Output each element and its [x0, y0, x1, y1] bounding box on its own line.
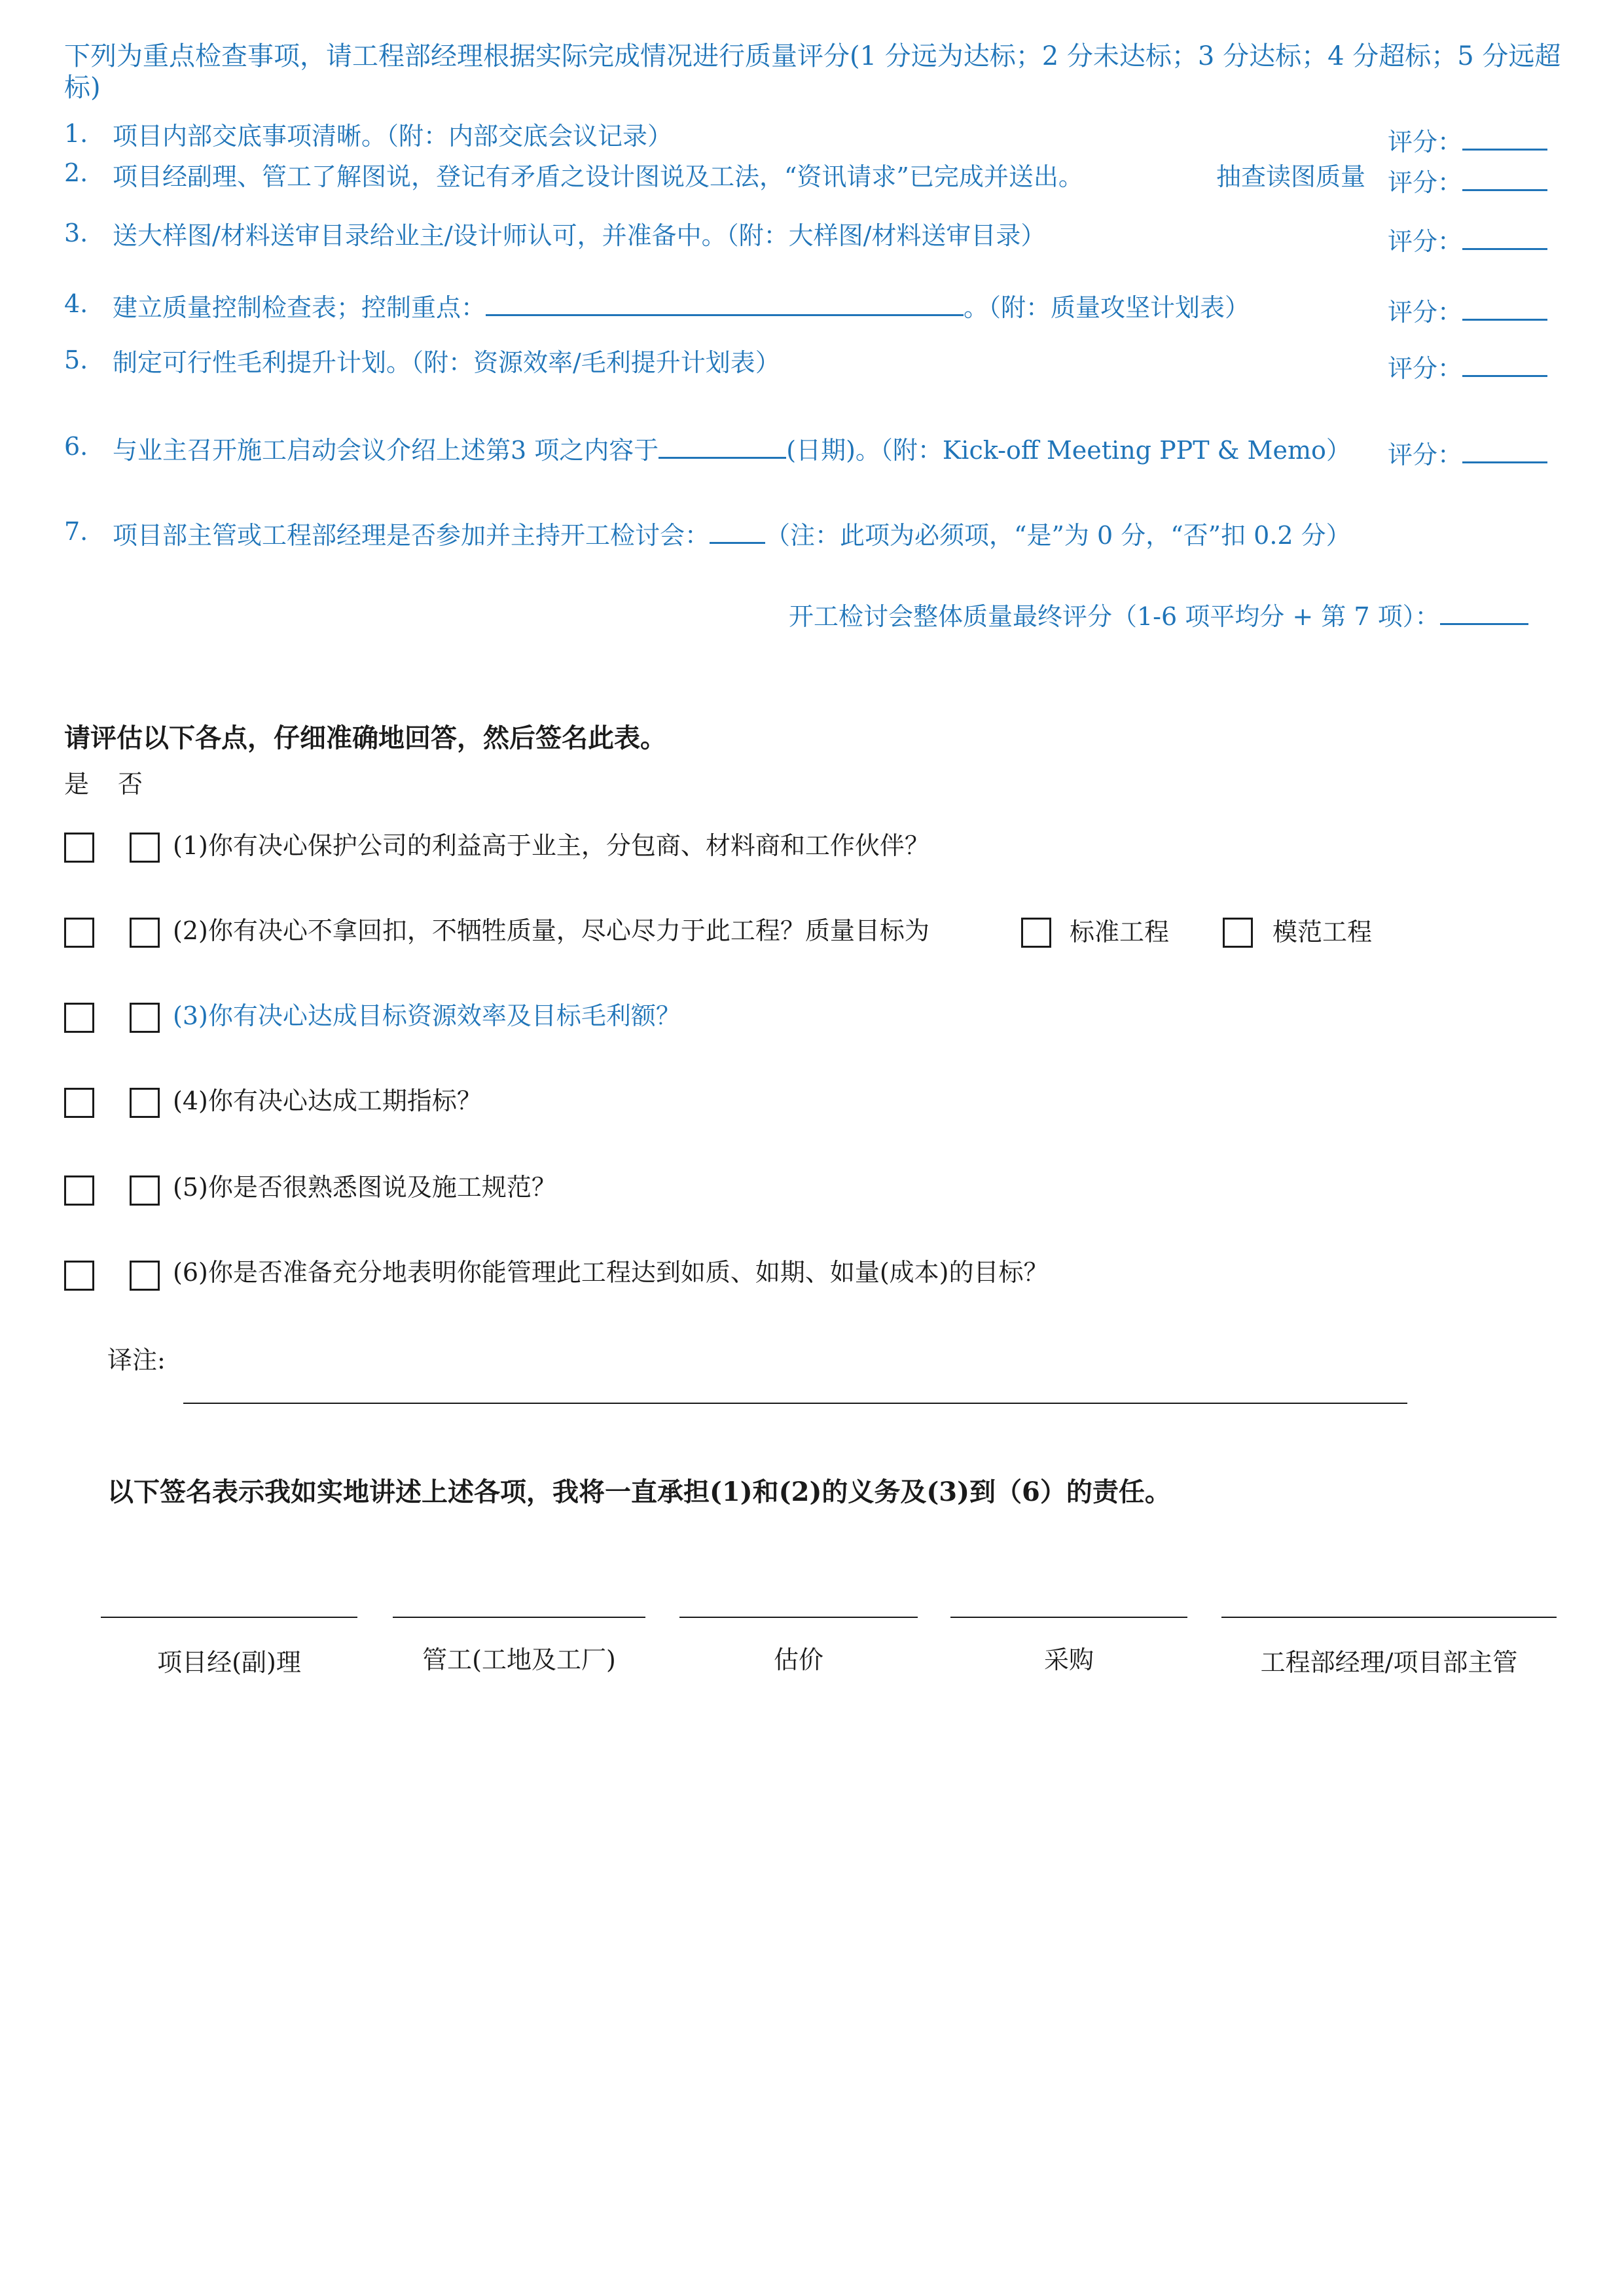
q3-no-checkbox[interactable] [130, 1003, 160, 1033]
item-3-number: 3. [64, 219, 88, 247]
item-3-text: 送大样图/材料送审目录给业主/设计师认可，并准备中。（附：大样图/材料送审目录） [113, 221, 1046, 250]
item-4-text-after: 。（附：质量攻坚计划表） [964, 293, 1250, 323]
item-4-text-before: 建立质量控制检查表；控制重点： [113, 293, 486, 323]
standard-project-checkbox[interactable] [1021, 918, 1051, 948]
item-3-score [1388, 221, 1547, 257]
signature-label-foreman: 管工(工地及工厂) [422, 1645, 616, 1674]
signature-label-engineering-manager: 工程部经理/项目部主管 [1260, 1648, 1518, 1677]
date-blank[interactable] [659, 435, 786, 459]
signature-line-estimator[interactable] [679, 1617, 918, 1618]
item-4-score [1388, 292, 1547, 328]
standard-project-label: 标准工程 [1070, 918, 1170, 946]
q5-yes-checkbox[interactable] [64, 1175, 94, 1206]
score-blank[interactable] [1462, 439, 1547, 463]
item-5-score [1388, 348, 1547, 384]
yes-header: 是 [64, 770, 90, 798]
score-label: 评分： [1388, 168, 1463, 197]
instruction-line-2: 标) [64, 73, 101, 103]
signature-line-foreman[interactable] [393, 1617, 645, 1618]
control-point-blank[interactable] [486, 292, 964, 316]
question-5: (5)你是否很熟悉图说及施工规范？ [173, 1173, 556, 1202]
score-blank[interactable] [1462, 226, 1547, 250]
remark-line[interactable] [183, 1403, 1407, 1404]
q6-yes-checkbox[interactable] [64, 1261, 94, 1291]
instruction-text [64, 41, 1570, 103]
no-header: 否 [118, 770, 143, 798]
item-6-text-before: 与业主召开施工启动会议介绍上述第3 项之内容于 [113, 436, 659, 465]
score-label: 评分： [1388, 440, 1463, 469]
question-6: (6)你是否准备充分地表明你能管理此工程达到如质、如期、如量(成本)的目标？ [173, 1258, 1049, 1287]
item-5-number: 5. [64, 346, 88, 374]
q1-no-checkbox[interactable] [130, 833, 160, 863]
score-label: 评分： [1388, 227, 1463, 256]
final-score [789, 601, 1528, 632]
q6-no-checkbox[interactable] [130, 1261, 160, 1291]
item-1-number: 1. [64, 119, 88, 148]
item-6-text-after: (日期)。（附：Kick-off Meeting PPT & Memo） [786, 436, 1351, 465]
item-2-extra: 抽查读图质量 [1216, 162, 1366, 191]
score-label: 评分： [1388, 354, 1463, 383]
declaration-text: 以下签名表示我如实地讲述上述各项，我将一直承担(1)和(2)的义务及(3)到（6）的责任。 [107, 1477, 1171, 1507]
item-7-text-after: （注：此项为必须项，“是”为 0 分，“否”扣 0.2 分） [765, 521, 1351, 550]
item-7-text [113, 520, 1351, 551]
final-score-blank[interactable] [1440, 601, 1528, 625]
item-7-text-before: 项目部主管或工程部经理是否参加并主持开工检讨会： [113, 521, 710, 550]
model-project-label: 模范工程 [1272, 918, 1373, 946]
item-6-number: 6. [64, 432, 88, 461]
q3-yes-checkbox[interactable] [64, 1003, 94, 1033]
score-label: 评分： [1388, 298, 1463, 327]
score-label: 评分： [1388, 128, 1463, 156]
score-blank[interactable] [1462, 126, 1547, 151]
instruction-line-1: 下列为重点检查事项，请工程部经理根据实际完成情况进行质量评分(1 分远为达标；2 分未达标；3 分达标；4 分超标；5 分远超 [64, 41, 1561, 71]
question-4: (4)你有决心达成工期指标？ [173, 1086, 482, 1115]
signature-label-estimator: 估价 [773, 1645, 823, 1674]
q5-no-checkbox[interactable] [130, 1175, 160, 1206]
q2-no-checkbox[interactable] [130, 918, 160, 948]
signature-line-engineering-manager[interactable] [1221, 1617, 1557, 1618]
final-score-label: 开工检讨会整体质量最终评分（1-6 项平均分 + 第 7 项）： [789, 602, 1440, 632]
question-3: (3)你有决心达成目标资源效率及目标毛利额？ [173, 1001, 681, 1030]
q4-no-checkbox[interactable] [130, 1088, 160, 1118]
item-4-text [113, 292, 1250, 323]
score-blank[interactable] [1462, 353, 1547, 377]
evaluation-intro: 请评估以下各点，仔细准确地回答，然后签名此表。 [64, 723, 666, 753]
item-6-score [1388, 435, 1547, 471]
question-1: (1)你有决心保护公司的利益高于业主，分包商、材料商和工作伙伴？ [173, 831, 929, 860]
item-7-number: 7. [64, 517, 88, 546]
item-2-number: 2. [64, 158, 88, 187]
item-4-number: 4. [64, 289, 88, 318]
item-6-text [113, 435, 1351, 466]
item-5-text: 制定可行性毛利提升计划。（附：资源效率/毛利提升计划表） [113, 348, 780, 377]
q4-yes-checkbox[interactable] [64, 1088, 94, 1118]
remark-label: 译注: [107, 1346, 166, 1374]
host-answer-blank[interactable] [710, 520, 765, 544]
signature-line-manager[interactable] [101, 1617, 357, 1618]
item-1-text: 项目内部交底事项清晰。（附：内部交底会议记录） [113, 122, 673, 151]
score-blank[interactable] [1462, 296, 1547, 321]
item-2-text: 项目经副理、管工了解图说，登记有矛盾之设计图说及工法，“资讯请求”已完成并送出。 [113, 162, 1083, 191]
signature-line-purchasing[interactable] [950, 1617, 1187, 1618]
signature-label-purchasing: 采购 [1043, 1645, 1094, 1674]
question-2: (2)你有决心不拿回扣，不牺牲质量，尽心尽力于此工程？质量目标为 [173, 916, 929, 945]
q2-yes-checkbox[interactable] [64, 918, 94, 948]
signature-label-manager: 项目经(副)理 [157, 1648, 301, 1677]
score-blank[interactable] [1462, 167, 1547, 191]
item-1-score [1388, 122, 1547, 158]
model-project-checkbox[interactable] [1223, 918, 1253, 948]
q1-yes-checkbox[interactable] [64, 833, 94, 863]
item-2-score [1388, 162, 1547, 198]
